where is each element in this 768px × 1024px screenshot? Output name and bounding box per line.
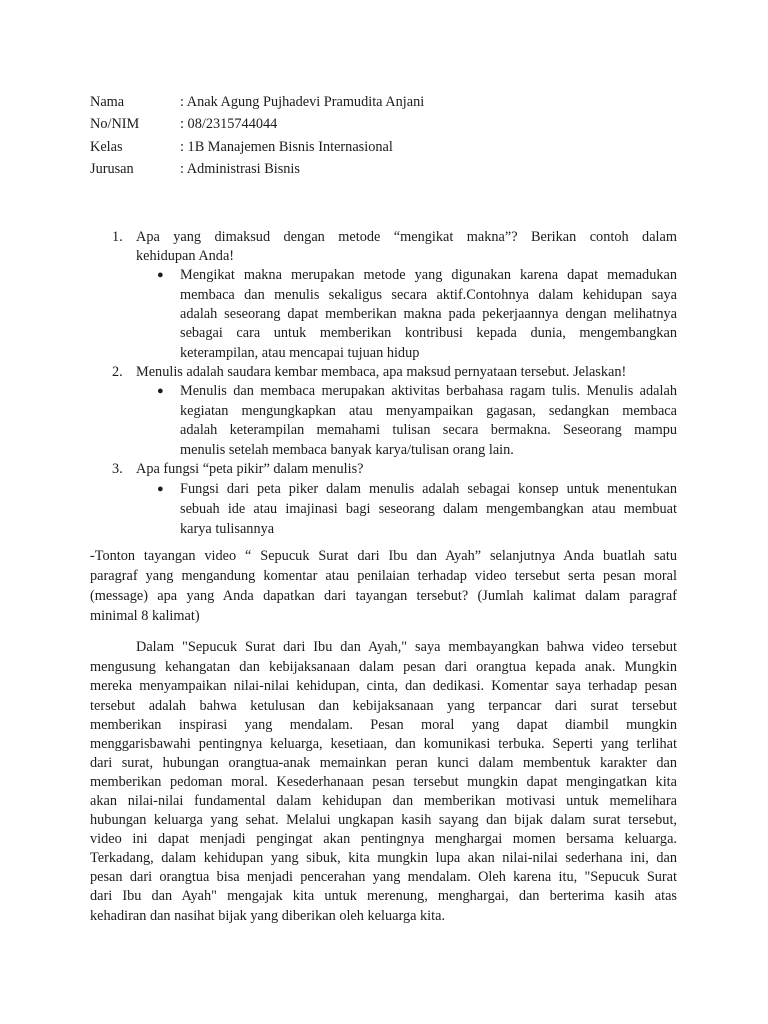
bullet-icon: ● (157, 269, 164, 281)
essay-text: mereka menyampaikan nilai-nilai kehidupan, cinta, dan dedikasi. Komentar saya terhadap pesan (90, 678, 677, 694)
name-label: Nama (90, 94, 125, 110)
department-value: : Administrasi Bisnis (180, 161, 300, 177)
department-label: Jurusan (90, 161, 134, 177)
class-value: : 1B Manajemen Bisnis Internasional (180, 139, 393, 155)
essay-text: Dalam "Sepucuk Surat dari Ibu dan Ayah," saya membayangkan bahwa video tersebut (136, 639, 677, 655)
answer-text: adalah seseorang dapat memberikan makna pada pekerjaannya dengan melihatnya (180, 306, 677, 322)
essay-text: dari surat, hubungan orangtua-anak memainkan peran kunci dalam membentuk karakter dan (90, 755, 677, 771)
bullet-icon: ● (157, 385, 164, 397)
answer-text: kegiatan mengungkapkan atau menyampaikan gagasan, sedangkan membaca (180, 403, 677, 419)
essay-text: pesan dari orangtua bisa menjadi pencerahan yang mendalam. Oleh karena itu, "Sepucuk Surat (90, 869, 677, 885)
answer-text: sebagai cara untuk memberikan kontribusi kepada dunia, mengembangkan (180, 325, 677, 341)
answer-text: Menulis dan membaca merupakan aktivitas berbahasa ragam tulis. Menulis adalah (180, 383, 677, 399)
task-text: -Tonton tayangan video “ Sepucuk Surat dari Ibu dan Ayah” selanjutnya Anda buatlah satu (90, 548, 677, 564)
essay-text: memberikan pedoman moral. Kesederhanaan pesan tersebut mungkin dapat mengingatkan kita (90, 774, 677, 790)
question-number: 3. (112, 461, 123, 477)
essay-text: video ini dapat menjadi pengingat akan pentingnya menghargai momen bersama keluarga. (90, 831, 677, 847)
nim-label: No/NIM (90, 116, 140, 132)
task-text: paragraf yang mengandung komentar atau penilaian terhadap video tersebut serta pesan moral (90, 568, 677, 584)
essay-text: hubungan keluarga yang sehat. Melalui ungkapan kasih sayang dan bijak dalam surat tersebut, (90, 812, 677, 828)
answer-text: membaca dan menulis sekaligus secara aktif.Contohnya dalam kehidupan saya (180, 287, 677, 303)
question-number: 2. (112, 364, 123, 380)
answer-text: Fungsi dari peta piker dalam menulis adalah sebagai konsep untuk menentukan (180, 481, 677, 497)
nim-value: : 08/2315744044 (180, 116, 278, 132)
essay-text: dari Ibu dan Ayah" mengajak kita untuk merenung, menghargai, dan berterima kasih atas (90, 888, 677, 904)
class-label: Kelas (90, 139, 123, 155)
question-number: 1. (112, 229, 123, 245)
essay-text: menggarisbawahi pentingnya keluarga, kesetiaan, dan komunikasi terbuka. Seperti yang terlihat (90, 736, 677, 752)
essay-text: akan nilai-nilai fundamental dalam kehidupan dan memberikan motivasi untuk memelihara (90, 793, 677, 809)
answer-text: menulis setelah membaca banyak karya/tulisan orang lain. (180, 442, 514, 458)
essay-text: Terkadang, dalam kehidupan yang sibuk, kita mungkin lupa akan nilai-nilai sederhana ini, dan (90, 850, 677, 866)
question-text: kehidupan Anda! (136, 248, 235, 264)
name-value: : Anak Agung Pujhadevi Pramudita Anjani (180, 94, 425, 110)
answer-text: karya tulisannya (180, 521, 275, 537)
question-text: Menulis adalah saudara kembar membaca, apa maksud pernyataan tersebut. Jelaskan! (136, 364, 627, 380)
question-text: Apa fungsi “peta pikir” dalam menulis? (136, 461, 364, 477)
task-text: minimal 8 kalimat) (90, 608, 200, 624)
answer-text: keterampilan, atau mencapai tujuan hidup (180, 345, 420, 361)
answer-text: adalah keterampilan memahami tulisan secara bermakna. Seseorang mampu (180, 422, 677, 438)
question-text: Apa yang dimaksud dengan metode “mengikat makna”? Berikan contoh dalam (136, 229, 677, 245)
essay-text: kehadiran dan nasihat bijak yang diberikan oleh keluarga kita. (90, 908, 446, 924)
answer-text: Mengikat makna merupakan metode yang digunakan karena dapat memadukan (180, 267, 677, 283)
answer-text: sebuah ide atau imajinasi bagi seseorang dalam mengembangkan atau membuat (180, 501, 677, 517)
task-text: (message) apa yang Anda dapatkan dari tayangan tersebut? (Jumlah kalimat dalam paragraf (90, 588, 677, 604)
essay-text: mengusung kehangatan dan kebijaksanaan dalam pesan dari orangtua kepada anak. Mungkin (90, 659, 677, 675)
essay-text: tersebut adalah bahwa ketulusan dan kebijaksanaan yang terpancar dari surat tersebut (90, 698, 677, 714)
essay-text: memberikan inspirasi yang mendalam. Pesan moral yang dapat diambil mungkin (90, 717, 677, 733)
bullet-icon: ● (157, 483, 164, 495)
